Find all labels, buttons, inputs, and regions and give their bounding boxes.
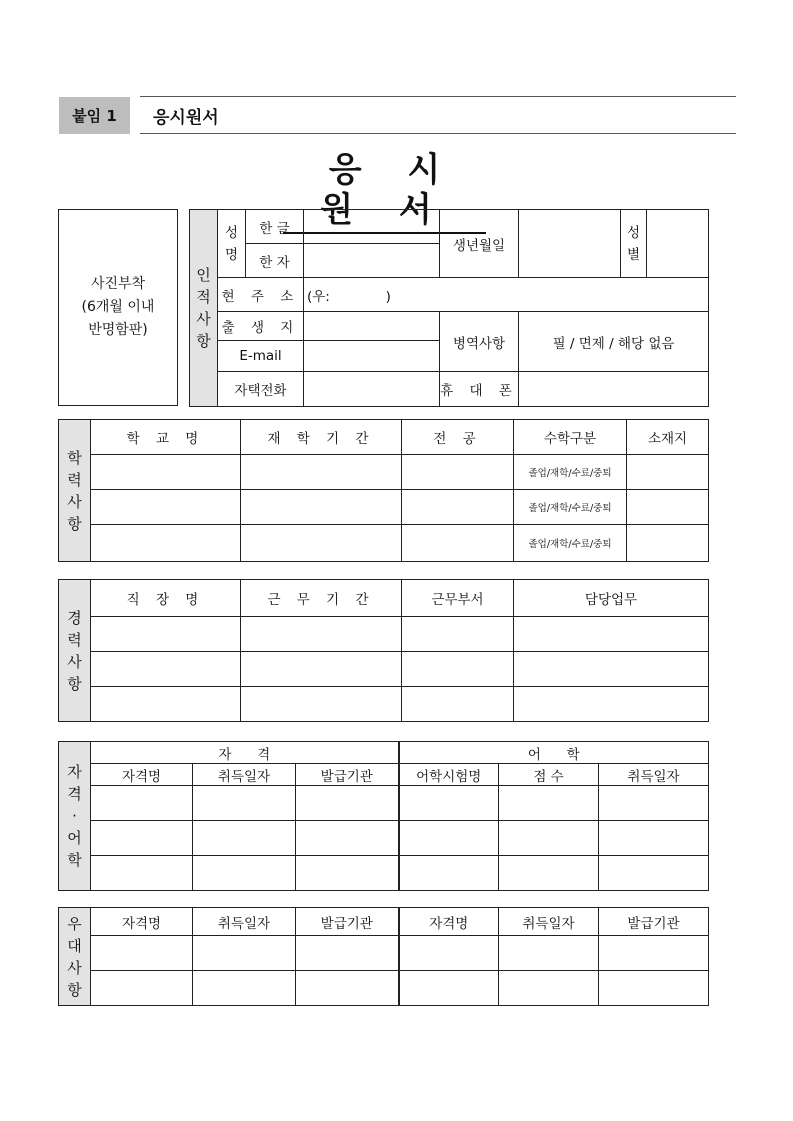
lang-group-header: 어 학 — [399, 742, 709, 764]
lang-test-cell[interactable] — [399, 821, 499, 856]
personal-side-label: 인적사항 — [190, 210, 218, 407]
table-row — [59, 687, 709, 722]
address-field[interactable]: (우: ) — [304, 278, 709, 312]
lang-score-cell[interactable] — [499, 821, 599, 856]
career-company-cell[interactable] — [91, 617, 241, 652]
lang-score-cell[interactable] — [499, 856, 599, 891]
birth-field[interactable] — [519, 210, 621, 278]
table-row — [59, 490, 709, 525]
page-title: 응 시 원 서 — [283, 150, 486, 234]
pref-date-cell[interactable] — [499, 971, 599, 1006]
career-side-label: 경력사항 — [59, 580, 91, 722]
cert-name-cell[interactable] — [91, 786, 193, 821]
lang-header-date: 취득일자 — [599, 764, 709, 786]
edu-major-cell[interactable] — [402, 525, 514, 562]
lang-header-test: 어학시험명 — [399, 764, 499, 786]
career-duty-cell[interactable] — [514, 687, 709, 722]
edu-school-cell[interactable] — [91, 525, 241, 562]
photo-box[interactable] — [58, 209, 178, 406]
hangul-label: 한 글 — [246, 210, 304, 244]
lang-date-cell[interactable] — [599, 786, 709, 821]
home-phone-field[interactable] — [304, 372, 440, 407]
edu-header-status: 수학구분 — [514, 420, 627, 455]
preference-side-label: 우대사항 — [59, 908, 91, 1006]
pref-header-date-1: 취득일자 — [193, 908, 296, 936]
email-label: E-mail — [218, 341, 304, 372]
edu-header-period: 재 학 기 간 — [241, 420, 402, 455]
table-row — [59, 525, 709, 562]
edu-school-cell[interactable] — [91, 490, 241, 525]
pref-date-cell[interactable] — [193, 936, 296, 971]
military-field[interactable]: 필 / 면제 / 해당 없음 — [519, 312, 709, 372]
birthplace-label: 출 생 지 — [218, 312, 304, 341]
career-period-cell[interactable] — [241, 687, 402, 722]
pref-name-cell[interactable] — [399, 971, 499, 1006]
header-top-rule — [140, 96, 736, 97]
lang-test-cell[interactable] — [399, 856, 499, 891]
career-header-dept: 근무부서 — [402, 580, 514, 617]
pref-issuer-cell[interactable] — [599, 936, 709, 971]
pref-issuer-cell[interactable] — [296, 971, 399, 1006]
career-dept-cell[interactable] — [402, 652, 514, 687]
career-header-company: 직 장 명 — [91, 580, 241, 617]
career-company-cell[interactable] — [91, 687, 241, 722]
military-label: 병역사항 — [440, 312, 519, 372]
photo-line-1: 사진부착 — [90, 276, 146, 292]
mobile-field[interactable] — [519, 372, 709, 407]
hanja-label: 한 자 — [246, 244, 304, 278]
birthplace-field[interactable] — [304, 312, 440, 341]
edu-period-cell[interactable] — [241, 455, 402, 490]
table-row — [59, 971, 709, 1006]
lang-test-cell[interactable] — [399, 786, 499, 821]
edu-location-cell[interactable] — [627, 490, 709, 525]
preference-table — [58, 907, 709, 1006]
lang-score-cell[interactable] — [499, 786, 599, 821]
photo-line-3: 반명함판) — [88, 322, 148, 338]
sex-field[interactable] — [647, 210, 709, 278]
lang-header-score: 점 수 — [499, 764, 599, 786]
cert-group-header: 자 격 — [91, 742, 399, 764]
edu-header-location: 소재지 — [627, 420, 709, 455]
career-header-period: 근 무 기 간 — [241, 580, 402, 617]
table-row — [59, 936, 709, 971]
pref-header-issuer-2: 발급기관 — [599, 908, 709, 936]
hangul-field[interactable] — [304, 210, 440, 244]
edu-header-major: 전 공 — [402, 420, 514, 455]
career-table — [58, 579, 709, 722]
table-row — [59, 786, 709, 821]
cert-name-cell[interactable] — [91, 821, 193, 856]
certification-table — [58, 741, 709, 891]
cert-date-cell[interactable] — [193, 856, 296, 891]
cert-header-name: 자격명 — [91, 764, 193, 786]
pref-header-issuer-1: 발급기관 — [296, 908, 399, 936]
career-company-cell[interactable] — [91, 652, 241, 687]
pref-header-name-1: 자격명 — [91, 908, 193, 936]
pref-name-cell[interactable] — [91, 936, 193, 971]
hanja-field[interactable] — [304, 244, 440, 278]
career-period-cell[interactable] — [241, 652, 402, 687]
pref-date-cell[interactable] — [499, 936, 599, 971]
edu-school-cell[interactable] — [91, 455, 241, 490]
edu-period-cell[interactable] — [241, 525, 402, 562]
pref-date-cell[interactable] — [193, 971, 296, 1006]
photo-line-2: (6개월 이내 — [81, 299, 155, 315]
pref-issuer-cell[interactable] — [296, 936, 399, 971]
table-row — [59, 455, 709, 490]
address-label: 현 주 소 — [218, 278, 304, 312]
table-row — [59, 652, 709, 687]
career-dept-cell[interactable] — [402, 687, 514, 722]
attachment-tag: 붙임 1 — [59, 97, 130, 134]
header-title: 응시원서 — [153, 108, 219, 128]
email-field[interactable] — [304, 341, 440, 372]
cert-issuer-cell[interactable] — [296, 856, 399, 891]
header-bottom-rule — [140, 133, 736, 134]
career-period-cell[interactable] — [241, 617, 402, 652]
edu-status-cell[interactable]: 졸업/재학/수료/중퇴 — [514, 455, 627, 490]
cert-name-cell[interactable] — [91, 856, 193, 891]
edu-period-cell[interactable] — [241, 490, 402, 525]
career-header-duty: 담당업무 — [514, 580, 709, 617]
lang-date-cell[interactable] — [599, 856, 709, 891]
mobile-label: 휴 대 폰 — [440, 372, 519, 407]
edu-location-cell[interactable] — [627, 525, 709, 562]
table-row — [59, 617, 709, 652]
edu-status-cell[interactable]: 졸업/재학/수료/중퇴 — [514, 490, 627, 525]
pref-header-name-2: 자격명 — [399, 908, 499, 936]
personal-info-table — [189, 209, 709, 407]
home-phone-label: 자택전화 — [218, 372, 304, 407]
education-table — [58, 419, 709, 562]
edu-location-cell[interactable] — [627, 455, 709, 490]
pref-header-date-2: 취득일자 — [499, 908, 599, 936]
pref-name-cell[interactable] — [399, 936, 499, 971]
table-row — [59, 856, 709, 891]
sex-label: 성별 — [621, 210, 647, 278]
cert-header-date: 취득일자 — [193, 764, 296, 786]
cert-side-label: 자격·어학 — [59, 742, 91, 891]
career-duty-cell[interactable] — [514, 652, 709, 687]
cert-issuer-cell[interactable] — [296, 786, 399, 821]
pref-name-cell[interactable] — [91, 971, 193, 1006]
edu-status-cell[interactable]: 졸업/재학/수료/중퇴 — [514, 525, 627, 562]
education-side-label: 학력사항 — [59, 420, 91, 562]
lang-date-cell[interactable] — [599, 821, 709, 856]
pref-issuer-cell[interactable] — [599, 971, 709, 1006]
birth-label: 생년월일 — [440, 210, 519, 278]
edu-major-cell[interactable] — [402, 490, 514, 525]
cert-date-cell[interactable] — [193, 821, 296, 856]
cert-header-issuer: 발급기관 — [296, 764, 399, 786]
cert-date-cell[interactable] — [193, 786, 296, 821]
career-duty-cell[interactable] — [514, 617, 709, 652]
edu-major-cell[interactable] — [402, 455, 514, 490]
table-row — [59, 821, 709, 856]
name-label: 성명 — [218, 210, 246, 278]
career-dept-cell[interactable] — [402, 617, 514, 652]
edu-header-school: 학 교 명 — [91, 420, 241, 455]
cert-issuer-cell[interactable] — [296, 821, 399, 856]
